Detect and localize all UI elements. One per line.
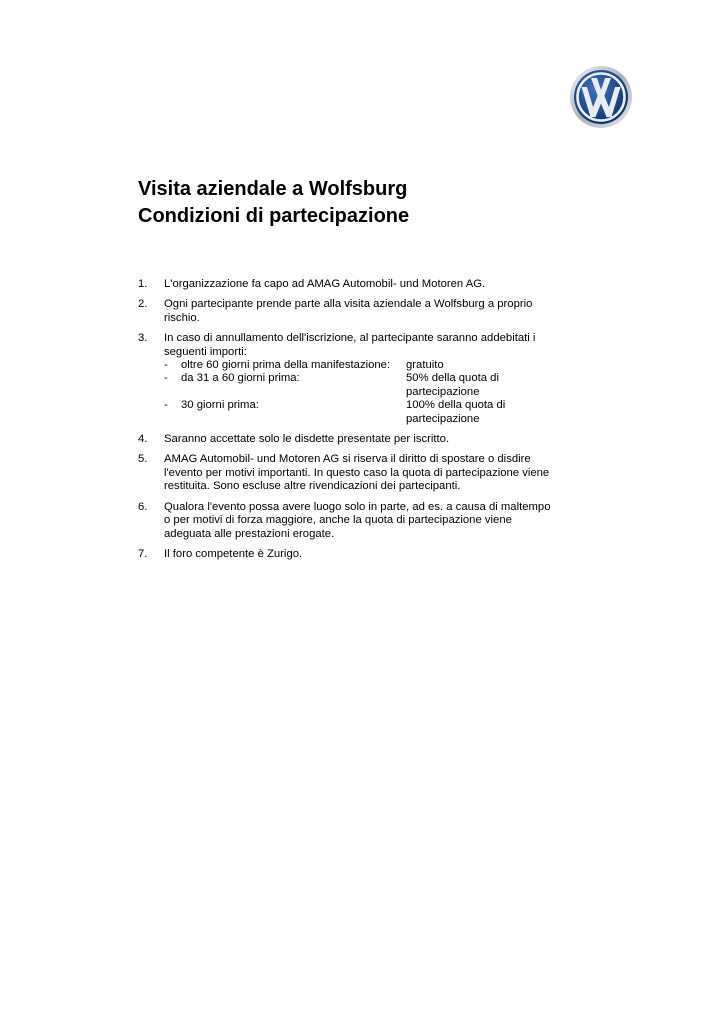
cancellation-fee-list: [164, 359, 558, 426]
condition-item: [138, 278, 558, 291]
fee-row: [164, 399, 558, 426]
condition-number: 6.: [138, 500, 148, 513]
condition-text: Qualora l'evento possa avere luogo solo in parte, ad es. a causa di maltempo o per motivi di forza maggiore, anche la quota di partecipazione viene adeguata alle prestazioni erogate.: [164, 500, 551, 540]
fee-amount: 50% della quota di partecipazione: [406, 372, 499, 398]
condition-text: In caso di annullamento dell'iscrizione, al partecipante saranno addebitati i seguenti importi:: [164, 332, 536, 358]
fee-amount: gratuito: [406, 359, 444, 372]
condition-item: [138, 501, 558, 541]
condition-number: 1.: [138, 278, 148, 290]
fee-period: 30 giorni prima:: [181, 399, 259, 412]
fee-period: oltre 60 giorni prima della manifestazione:: [181, 359, 391, 372]
fee-dash: -: [164, 372, 168, 385]
volkswagen-logo-icon: [569, 65, 633, 129]
fee-amount: 100% della quota di partecipazione: [406, 399, 506, 425]
condition-item: [138, 548, 558, 561]
volkswagen-logo-graphic: [569, 65, 633, 129]
condition-item: [138, 332, 558, 426]
condition-item: [138, 298, 558, 325]
condition-text: Saranno accettate solo le disdette presentate per iscritto.: [164, 433, 450, 446]
condition-number: 3.: [138, 332, 148, 345]
document-title: [138, 176, 598, 230]
condition-number: 4.: [138, 433, 148, 446]
fee-row: [164, 372, 558, 399]
fee-period: da 31 a 60 giorni prima:: [181, 372, 300, 385]
fee-dash: -: [164, 359, 168, 372]
condition-text: Il foro competente è Zurigo.: [164, 547, 303, 560]
condition-item: [138, 433, 558, 446]
fee-row: [164, 359, 558, 372]
condition-number: 2.: [138, 298, 148, 311]
title-line-1: Visita aziendale a Wolfsburg: [138, 178, 408, 200]
condition-item: [138, 453, 558, 493]
condition-text: L'organizzazione fa capo ad AMAG Automobil- und Motoren AG.: [164, 278, 486, 290]
title-line-2: Condizioni di partecipazione: [138, 205, 410, 227]
condition-text: Ogni partecipante prende parte alla visita aziendale a Wolfsburg a proprio rischio.: [164, 298, 533, 324]
condition-number: 5.: [138, 453, 148, 466]
fee-dash: -: [164, 399, 168, 412]
condition-text: AMAG Automobil- und Motoren AG si riserva il diritto di spostare o disdire l'evento per motivi importanti. In questo caso la quota di partecipazione viene restituita. Sono escluse altre rivendicazioni dei partecipanti.: [164, 453, 550, 493]
condition-number: 7.: [138, 547, 148, 560]
conditions-list: [138, 278, 558, 568]
